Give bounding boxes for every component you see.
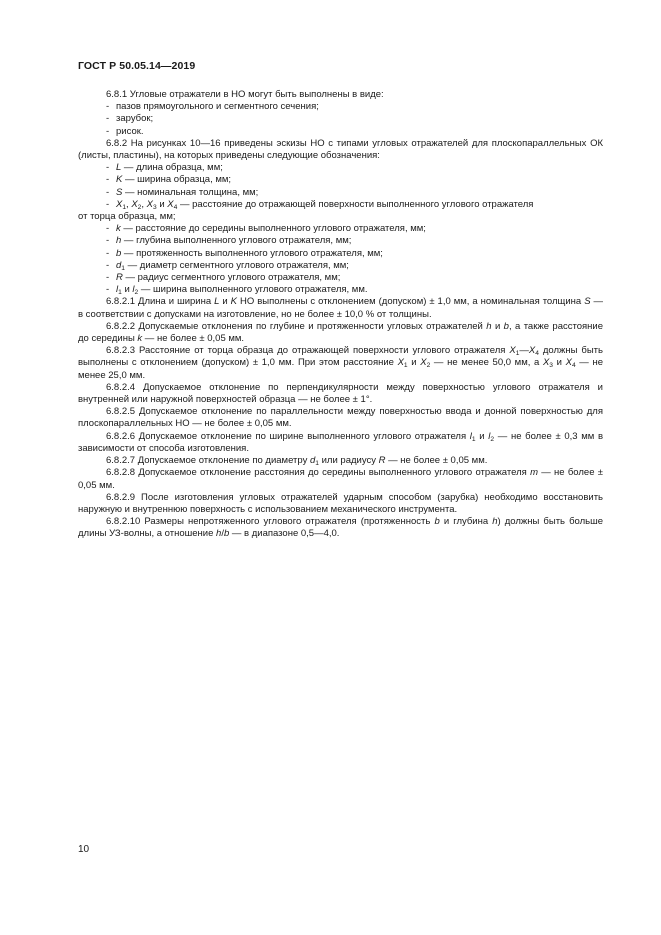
bullet-dash: - — [106, 247, 110, 259]
bullet-dash: - — [106, 186, 110, 198]
bullet-dash: - — [106, 113, 110, 125]
paragraph: 6.8.2.1 Длина и ширина L и K НО выполнены с отклонением (допуском) ± 1,0 мм, а номинальная толщина S — в соответствии с допусками на изготовление, но не более ± 10,0 % от толщины. — [78, 296, 604, 320]
paragraph: 6.8.2.3 Расстояние от торца образца до отражающей поверхности углового отражателя $X_1—X_4$ должны быть выполнены с отклонением (допуском) ± 1,0 мм. При этом расстояние $X_1$ и $X_2$ — не менее 50,0 мм, а $X_3$ и $X_4$ — не менее 25,0 мм. — [78, 345, 603, 381]
bullet-dash: - — [106, 162, 110, 174]
paragraph: 6.8.2.9 После изготовления угловых отражателей ударным способом (зарубка) необходимо восстановить наружную и внутреннюю поверхность с использованием механического инструмента. — [78, 491, 603, 515]
list-item — [78, 235, 603, 247]
list-item-text: b — протяженность выполненного углового отражателя, мм; — [116, 247, 383, 259]
list-item-text: S — номинальная толщина, мм; — [116, 186, 259, 198]
page-number: 10 — [78, 844, 90, 855]
list-item — [78, 223, 603, 235]
bullet-dash: - — [106, 223, 110, 235]
list-item-text: рисок. — [116, 125, 144, 137]
paragraph: 6.8.2.7 Допускаемое отклонение по диаметру $d_1$ или радиусу R — не более ± 0,05 мм. — [106, 455, 488, 468]
paragraph: 6.8.2.4 Допускаемое отклонение по перпендикулярности между поверхностью углового отражателя и внутренней или наружной поверхностей образца — не более ± 1°. — [78, 381, 603, 406]
paragraph: 6.8.2.6 Допускаемое отклонение по ширине выполненного углового отражателя $l_1$ и $l_2$ — не более ± 0,3 мм в зависимости от способа изготовления. — [78, 430, 603, 454]
list-item — [78, 248, 603, 260]
bullet-dash: - — [106, 272, 110, 284]
paragraph: 6.8.2.8 Допускаемое отклонение расстояния до середины выполненного углового отражателя m — не более ± 0,05 мм. — [78, 467, 603, 491]
list-item — [78, 284, 603, 296]
paragraph: 6.8.2.10 Размеры непротяженного углового отражателя (протяженность b и глубина h) должны быть больше длины УЗ-волны, а отношение h/b — в диапазоне 0,5—4,0. — [78, 516, 603, 540]
list-item — [78, 187, 603, 199]
bullet-dash: - — [106, 174, 110, 186]
list-item-text: K — ширина образца, мм; — [116, 174, 232, 186]
list-item-text: R — радиус сегментного углового отражателя, мм; — [116, 272, 341, 284]
list-item — [78, 162, 603, 174]
bullet-dash: - — [106, 235, 110, 247]
paragraph: 6.8.2 На рисунках 10—16 приведены эскизы НО с типами угловых отражателей для плоскопараллельных ОК (листы, пластины), на которых приведены следующие обозначения: — [78, 137, 603, 162]
document-header: ГОСТ Р 50.05.14—2019 — [78, 60, 196, 72]
list-item-continuation: от торца образца, мм; — [78, 211, 176, 223]
bullet-dash: - — [106, 101, 110, 113]
document-body — [78, 89, 603, 541]
list-item — [78, 174, 603, 186]
list-item-text: $X_1$, $X_2$, $X_3$ и $X_4$ — расстояние до отражающей поверхности выполненного углового отражателя — [116, 198, 534, 211]
list-item-text: зарубок; — [116, 113, 154, 125]
bullet-dash: - — [106, 284, 110, 296]
list-item-text: $l_1$ и $l_2$ — ширина выполненного углового отражателя, мм. — [116, 284, 368, 297]
paragraph: 6.8.2.5 Допускаемое отклонение по параллельности между поверхностью ввода и донной поверхностью для плоскопараллельных НО — не более ± 0,05 мм. — [78, 406, 603, 430]
list-item — [78, 199, 603, 211]
list-item-text: пазов прямоугольного и сегментного сечения; — [116, 101, 319, 113]
paragraph: 6.8.1 Угловые отражатели в НО могут быть выполнены в виде: — [106, 89, 384, 100]
list-item — [78, 272, 603, 284]
bullet-dash: - — [106, 125, 110, 137]
paragraph: 6.8.2.2 Допускаемые отклонения по глубине и протяженности угловых отражателей h и b, а также расстояние до середины k — не более ± 0,05 мм. — [78, 320, 603, 345]
list-item — [78, 260, 603, 272]
list-item — [78, 101, 603, 113]
list-item — [78, 113, 603, 125]
list-item-text: h — глубина выполненного углового отражателя, мм; — [116, 235, 352, 247]
list-item-text: L — длина образца, мм; — [116, 162, 223, 174]
list-item — [78, 126, 603, 138]
list-item-text: k — расстояние до середины выполненного углового отражателя, мм; — [116, 223, 426, 235]
list-item-text: $d_1$ — диаметр сегментного углового отражателя, мм; — [116, 259, 349, 272]
bullet-dash: - — [106, 198, 110, 210]
bullet-dash: - — [106, 259, 110, 271]
